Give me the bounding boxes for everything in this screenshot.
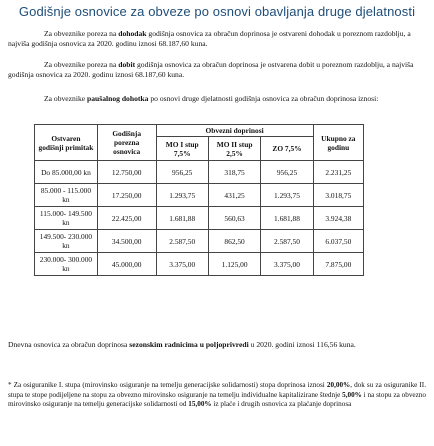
cell-zo: 956,25 (261, 161, 313, 184)
p1-text-pre: Za obveznike poreza na (44, 29, 119, 38)
page-title: Godišnje osnovice za obveze po osnovi obavljanja druge djelatnosti (18, 4, 416, 19)
fn-bold-2: 5,00% (342, 390, 362, 399)
p3-text-pre: Za obveznike (44, 94, 88, 103)
p4-text-post: u 2020. godini iznosi 116,56 kuna. (248, 340, 356, 349)
p4-bold: sezonskim radnicima u poljoprivredi (129, 340, 249, 349)
cell-zo: 1.293,75 (261, 184, 313, 207)
header-zo: ZO 7,5% (261, 137, 313, 161)
p1-bold: dohodak (118, 29, 147, 38)
cell-osnovica: 34.500,00 (97, 230, 156, 253)
cell-mo1: 1.293,75 (156, 184, 208, 207)
cell-ukupno: 7.875,00 (313, 253, 363, 276)
fn-text-1: * Za osiguranike I. stupa (mirovinsko osiguranje na temelju generacijske solidarnosti) stopa doprinosa iznosi (8, 381, 327, 389)
p2-text-pre: Za obveznike poreza na (44, 60, 119, 69)
cell-primitak: Do 85.000,00 kn (35, 161, 98, 184)
cell-zo: 1.681,88 (261, 207, 313, 230)
header-obvezni: Obvezni doprinosi (156, 125, 313, 137)
cell-primitak: 85.000 - 115.000 kn (35, 184, 98, 207)
cell-ukupno: 3.018,75 (313, 184, 363, 207)
cell-zo: 3.375,00 (261, 253, 313, 276)
cell-mo1: 3.375,00 (156, 253, 208, 276)
cell-osnovica: 22.425,00 (97, 207, 156, 230)
header-mo1: MO I stup 7,5% (156, 137, 208, 161)
table-row (35, 230, 364, 253)
p2-bold: dobit (118, 60, 136, 69)
cell-mo2: 431,25 (208, 184, 260, 207)
p1-text-post: godišnja osnovica za obračun doprinosa je ostvareni dohodak u poreznom razdoblju, a najviša godišnja osnovica za 2020. godinu iznosi 68.187,60 kuna. (8, 29, 411, 48)
p4-text-pre: Dnevna osnovica za obračun doprinosa (8, 340, 130, 349)
p3-bold: paušalnog dohotka (87, 94, 149, 103)
cell-mo2: 862,50 (208, 230, 260, 253)
header-ukupno: Ukupno za godinu (313, 125, 363, 161)
cell-mo1: 2.587,50 (156, 230, 208, 253)
table-row (35, 161, 364, 184)
cell-primitak: 230.000- 300.000 kn (35, 253, 98, 276)
cell-osnovica: 12.750,00 (97, 161, 156, 184)
cell-mo2: 1.125,00 (208, 253, 260, 276)
cell-primitak: 149.500- 230.000 kn (35, 230, 98, 253)
p3-text-post: po osnovi druge djelatnosti godišnja osnovica za obračun doprinosa iznosi: (148, 94, 379, 103)
paragraph-pausalni (8, 94, 428, 104)
table-row (35, 207, 364, 230)
fn-bold-1: 20,00% (326, 381, 351, 389)
paragraph-dobit (8, 60, 428, 79)
fn-bold-3: 15,00% (188, 400, 212, 408)
footnote (8, 381, 426, 410)
cell-mo1: 956,25 (156, 161, 208, 184)
paragraph-dohodak (8, 29, 428, 48)
p2-text-post: godišnja osnovica za obračun doprinosa je ostvarena dobit u poreznom razdoblju, a najviša godišnja osnovica za 2020. godinu iznosi 68.187,60 kuna. (8, 60, 414, 79)
cell-ukupno: 6.037,50 (313, 230, 363, 253)
osnovice-table (34, 124, 364, 276)
fn-text-2: , dok su za osiguranike II. stupa te stope podijeljene na stopu za obvezno mirovinsko osiguranje na temelju individualne kapitalizirane štednje (8, 381, 427, 399)
cell-mo2: 318,75 (208, 161, 260, 184)
table-row (35, 184, 364, 207)
cell-ukupno: 2.231,25 (313, 161, 363, 184)
header-ostvaren: Ostvaren godišnji primitak (35, 125, 98, 161)
cell-osnovica: 45.000,00 (97, 253, 156, 276)
table-row (35, 253, 364, 276)
header-mo2: MO II stup 2,5% (208, 137, 260, 161)
cell-zo: 2.587,50 (261, 230, 313, 253)
cell-mo2: 560,63 (208, 207, 260, 230)
fn-text-3: i na stopu za obvezno mirovinsko osiguranje na temelju generacijske solidarnosti od (8, 390, 426, 408)
paragraph-sezonski (8, 340, 428, 350)
cell-osnovica: 17.250,00 (97, 184, 156, 207)
fn-text-4: iz plaće i drugih osnovica za plaćanje doprinosa (211, 400, 352, 408)
cell-mo1: 1.681,88 (156, 207, 208, 230)
header-godisnja: Godišnja porezna osnovica (97, 125, 156, 161)
cell-primitak: 115.000- 149.500 kn (35, 207, 98, 230)
cell-ukupno: 3.924,38 (313, 207, 363, 230)
